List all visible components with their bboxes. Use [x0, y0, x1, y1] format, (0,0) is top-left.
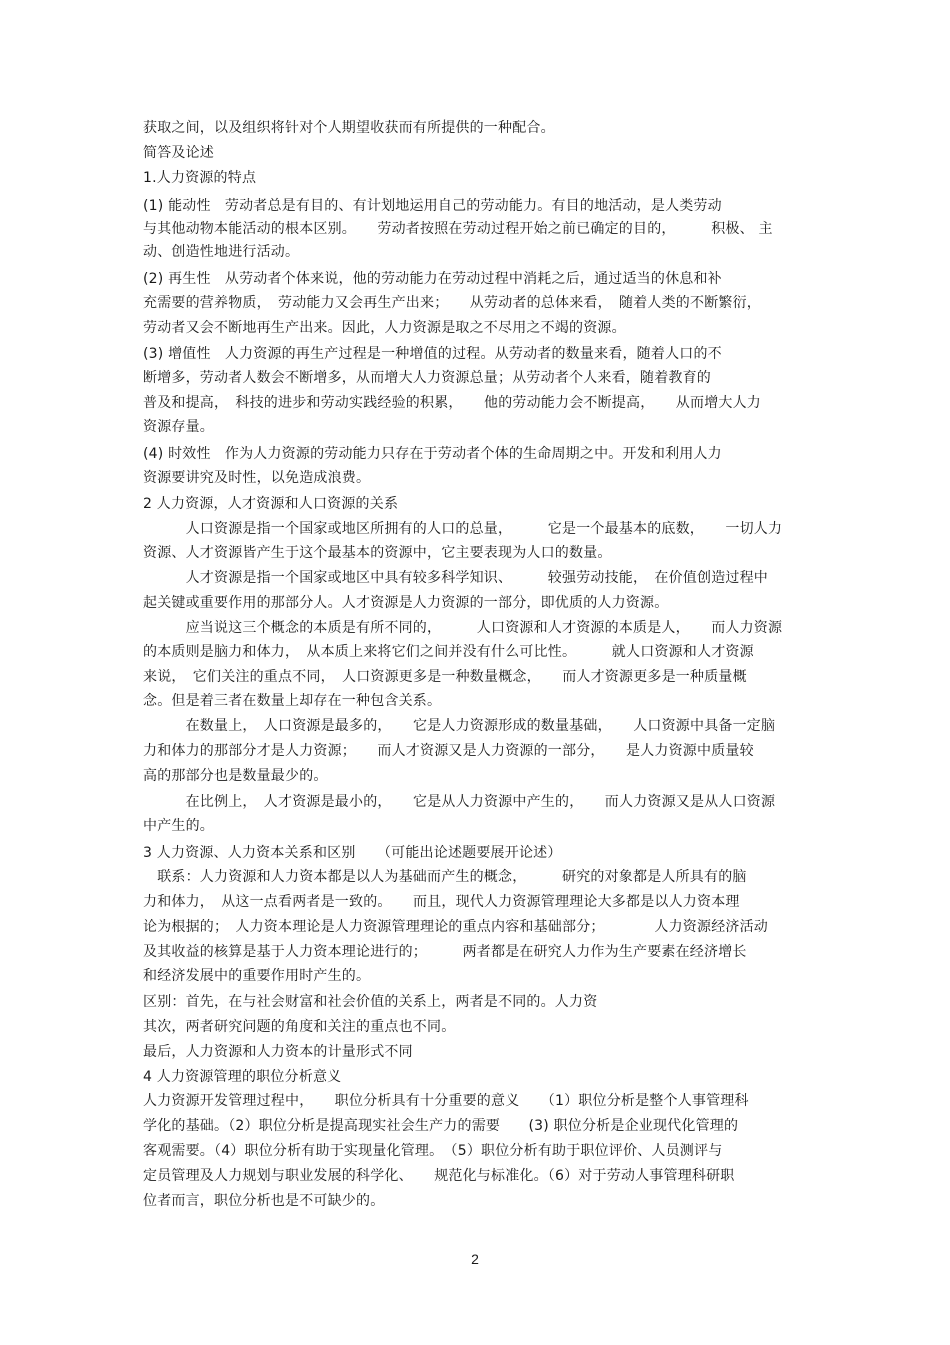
text-line: 在数量上， 人口资源是最多的， 它是人力资源形成的数量基础， 人口资源中具备一定脑: [143, 718, 776, 734]
text-line: 和经济发展中的重要作用时产生的。: [143, 968, 371, 984]
text-line: 的本质则是脑力和体力， 从本质上来将它们之间并没有什么可比性。 就人口资源和人才资源: [143, 644, 754, 660]
text-line: 力和体力的那部分才是人力资源； 而人才资源又是人力资源的一部分， 是人力资源中质量较: [143, 743, 754, 759]
text-line: 联系：人力资源和人力资本都是以人为基础而产生的概念， 研究的对象都是人所具有的脑: [143, 869, 747, 885]
text-line: 人才资源是指一个国家或地区中具有较多科学知识、 较强劳动技能， 在价值创造过程中: [143, 570, 768, 586]
section-heading: 简答及论述: [143, 145, 214, 161]
topic-heading: 4 人力资源管理的职位分析意义: [143, 1069, 342, 1085]
text-line: 断增多，劳动者人数会不断增多，从而增大人力资源总量；从劳动者个人来看，随着教育的: [143, 370, 711, 386]
text-line: 高的那部分也是数量最少的。: [143, 768, 328, 784]
text-line: (2) 再生性 从劳动者个体来说，他的劳动能力在劳动过程中消耗之后，通过适当的休息和补: [143, 271, 722, 287]
text-line: 客观需要。（4）职位分析有助于实现量化管理。 （5）职位分析有助于职位评价、人员测评与: [143, 1143, 723, 1159]
text-line: 论为根据的； 人力资本理论是人力资源管理理论的重点内容和基础部分； 人力资源经济活动: [143, 919, 768, 935]
text-line: (3) 增值性 人力资源的再生产过程是一种增值的过程。从劳动者的数量来看，随着人口的不: [143, 346, 722, 362]
page-number: 2: [471, 1251, 479, 1267]
text-line: 起关键或重要作用的那部分人。人才资源是人力资源的一部分，即优质的人力资源。: [143, 595, 669, 611]
topic-heading: 3 人力资源、人力资本关系和区别 （可能出论述题要展开论述）: [143, 845, 562, 861]
text-line: 来说， 它们关注的重点不同， 人口资源更多是一种数量概念， 而人才资源更多是一种质量概: [143, 669, 747, 685]
text-line: 力和体力， 从这一点看两者是一致的。 而且，现代人力资源管理理论大多都是以人力资本理: [143, 894, 740, 910]
text-line: 在比例上， 人才资源是最小的， 它是从人力资源中产生的， 而人力资源又是从人口资源: [143, 794, 776, 810]
text-line: 充需要的营养物质， 劳动能力又会再生产出来； 从劳动者的总体来看， 随着人类的不断繁衍，: [143, 295, 761, 311]
text-line: 及其收益的核算是基于人力资本理论进行的； 两者都是在研究人力作为生产要素在经济增长: [143, 944, 747, 960]
text-line: 其次，两者研究问题的角度和关注的重点也不同。: [143, 1019, 456, 1035]
topic-heading: 1.人力资源的特点: [143, 170, 257, 186]
text-line: 定员管理及人力规划与职业发展的科学化、 规范化与标准化。（6）对于劳动人事管理科研职: [143, 1168, 735, 1184]
text-line: 中产生的。: [143, 818, 214, 834]
text-line: 学化的基础。（2）职位分析是提高现实社会生产力的需要 (3) 职位分析是企业现代化管理的: [143, 1118, 739, 1134]
text-line: 念。但是着三者在数量上却存在一种包含关系。: [143, 693, 442, 709]
text-line: 动、创造性地进行活动。: [143, 244, 300, 260]
text-line: 资源、人才资源皆产生于这个最基本的资源中，它主要表现为人口的数量。: [143, 545, 612, 561]
text-line: 资源存量。: [143, 419, 214, 435]
text-line: 人口资源是指一个国家或地区所拥有的人口的总量， 它是一个最基本的底数， 一切人力: [143, 521, 783, 537]
text-line: 与其他动物本能活动的根本区别。 劳动者按照在劳动过程开始之前已确定的目的， 积极、 主: [143, 221, 773, 237]
text-line: 最后，人力资源和人力资本的计量形式不同: [143, 1044, 413, 1060]
text-line: 劳动者又会不断地再生产出来。因此，人力资源是取之不尽用之不竭的资源。: [143, 320, 626, 336]
text-line: 资源要讲究及时性，以免造成浪费。: [143, 470, 371, 486]
text-line: (4) 时效性 作为人力资源的劳动能力只存在于劳动者个体的生命周期之中。开发和利用人力: [143, 446, 722, 462]
text-line: 应当说这三个概念的本质是有所不同的， 人口资源和人才资源的本质是人， 而人力资源: [143, 620, 783, 636]
text-line: (1) 能动性 劳动者总是有目的、有计划地运用自己的劳动能力。有目的地活动，是人类劳动: [143, 198, 722, 214]
text-line: 区别：首先，在与社会财富和社会价值的关系上，两者是不同的。人力资: [143, 994, 598, 1010]
text-line: 获取之间，以及组织将针对个人期望收获而有所提供的一种配合。: [143, 120, 555, 136]
topic-heading: 2 人力资源，人才资源和人口资源的关系: [143, 496, 399, 512]
text-line: 普及和提高， 科技的进步和劳动实践经验的积累， 他的劳动能力会不断提高， 从而增大人力: [143, 395, 761, 411]
text-line: 位者而言，职位分析也是不可缺少的。: [143, 1193, 385, 1209]
text-line: 人力资源开发管理过程中， 职位分析具有十分重要的意义 （1）职位分析是整个人事管理科: [143, 1093, 749, 1109]
